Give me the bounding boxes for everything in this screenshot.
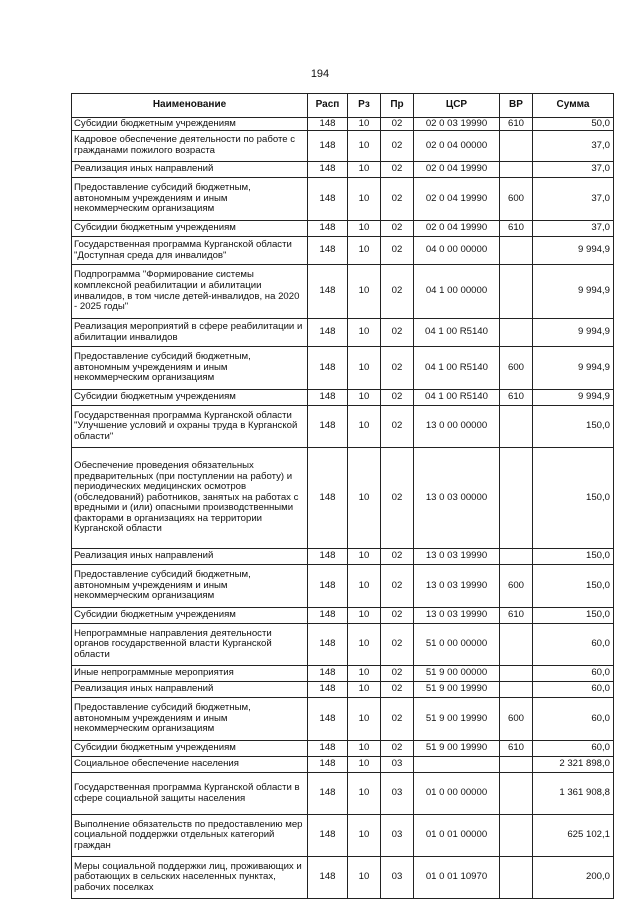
table-row: [72, 682, 614, 698]
cell-pr: 03: [381, 773, 414, 815]
cell-pr: 02: [381, 624, 414, 666]
cell-pr: 02: [381, 162, 414, 178]
table-row: [72, 237, 614, 265]
table-row: [72, 773, 614, 815]
table-row: [72, 757, 614, 773]
cell-rasp: 148: [308, 608, 348, 624]
cell-rasp: 148: [308, 131, 348, 162]
cell-vr: 610: [500, 118, 533, 131]
cell-rasp: 148: [308, 319, 348, 347]
cell-csr: 01 0 01 00000: [414, 815, 500, 857]
cell-name: Непрограммные направления деятельности органов государственной власти Курганской области: [72, 624, 308, 666]
table-row: [72, 390, 614, 406]
table-row: [72, 118, 614, 131]
cell-name: Меры социальной поддержки лиц, проживающих и работающих в сельских населенных пунктах, рабочих поселках: [72, 857, 308, 899]
cell-sum: 9 994,9: [533, 347, 614, 390]
cell-rasp: 148: [308, 162, 348, 178]
cell-vr: [500, 237, 533, 265]
cell-rasp: 148: [308, 666, 348, 682]
cell-rz: 10: [348, 118, 381, 131]
cell-sum: 9 994,9: [533, 237, 614, 265]
cell-rasp: 148: [308, 741, 348, 757]
cell-sum: 60,0: [533, 698, 614, 741]
cell-rz: 10: [348, 773, 381, 815]
cell-pr: 02: [381, 406, 414, 448]
cell-name: Реализация иных направлений: [72, 682, 308, 698]
cell-name: Реализация иных направлений: [72, 549, 308, 565]
cell-rasp: 148: [308, 390, 348, 406]
cell-rasp: 148: [308, 815, 348, 857]
cell-csr: 51 9 00 00000: [414, 666, 500, 682]
cell-vr: [500, 666, 533, 682]
cell-rz: 10: [348, 698, 381, 741]
cell-sum: 150,0: [533, 406, 614, 448]
cell-rasp: 148: [308, 549, 348, 565]
cell-pr: 02: [381, 741, 414, 757]
cell-name: Кадровое обеспечение деятельности по работе с гражданами пожилого возраста: [72, 131, 308, 162]
cell-csr: 04 0 00 00000: [414, 237, 500, 265]
cell-rz: 10: [348, 131, 381, 162]
cell-name: Субсидии бюджетным учреждениям: [72, 390, 308, 406]
table-row: [72, 406, 614, 448]
cell-pr: 02: [381, 118, 414, 131]
cell-vr: 610: [500, 608, 533, 624]
cell-vr: 610: [500, 390, 533, 406]
cell-csr: 51 9 00 19990: [414, 698, 500, 741]
table-body: [72, 118, 614, 899]
cell-csr: 02 0 04 19990: [414, 178, 500, 221]
table-row: [72, 565, 614, 608]
col-header-csr: ЦСР: [414, 94, 500, 118]
cell-name: Подпрограмма "Формирование системы комплексной реабилитации и абилитации инвалидов, в том числе детей-инвалидов, на 2020 - 2025 годы": [72, 265, 308, 319]
cell-sum: 2 321 898,0: [533, 757, 614, 773]
cell-name: Предоставление субсидий бюджетным, автономным учреждениям и иным некоммерческим организациям: [72, 178, 308, 221]
cell-pr: 02: [381, 682, 414, 698]
table-row: [72, 624, 614, 666]
cell-csr: 02 0 04 00000: [414, 131, 500, 162]
table-row: [72, 347, 614, 390]
cell-pr: 02: [381, 608, 414, 624]
table-row: [72, 162, 614, 178]
cell-rz: 10: [348, 347, 381, 390]
cell-csr: 01 0 00 00000: [414, 773, 500, 815]
cell-pr: 02: [381, 131, 414, 162]
cell-vr: 600: [500, 565, 533, 608]
cell-pr: 02: [381, 237, 414, 265]
cell-name: Государственная программа Курганской области в сфере социальной защиты населения: [72, 773, 308, 815]
cell-rasp: 148: [308, 757, 348, 773]
cell-vr: 610: [500, 741, 533, 757]
cell-name: Иные непрограммные мероприятия: [72, 666, 308, 682]
cell-rz: 10: [348, 178, 381, 221]
cell-rz: 10: [348, 624, 381, 666]
table-row: [72, 741, 614, 757]
table-row: [72, 221, 614, 237]
cell-csr: 04 1 00 R5140: [414, 347, 500, 390]
cell-pr: 02: [381, 265, 414, 319]
table-row: [72, 265, 614, 319]
col-header-vr: ВР: [500, 94, 533, 118]
cell-name: Субсидии бюджетным учреждениям: [72, 118, 308, 131]
cell-rz: 10: [348, 757, 381, 773]
cell-rz: 10: [348, 815, 381, 857]
cell-vr: [500, 815, 533, 857]
cell-csr: 13 0 03 19990: [414, 565, 500, 608]
cell-sum: 150,0: [533, 549, 614, 565]
col-header-rz: Рз: [348, 94, 381, 118]
cell-sum: 50,0: [533, 118, 614, 131]
cell-sum: 150,0: [533, 565, 614, 608]
table-row: [72, 666, 614, 682]
page-number: 194: [310, 68, 330, 80]
cell-name: Выполнение обязательств по предоставлению мер социальной поддержки отдельных категорий граждан: [72, 815, 308, 857]
cell-name: Субсидии бюджетным учреждениям: [72, 741, 308, 757]
table-row: [72, 178, 614, 221]
cell-name: Социальное обеспечение населения: [72, 757, 308, 773]
cell-vr: 600: [500, 698, 533, 741]
cell-sum: 9 994,9: [533, 319, 614, 347]
cell-pr: 03: [381, 757, 414, 773]
cell-csr: 02 0 04 19990: [414, 162, 500, 178]
cell-sum: 200,0: [533, 857, 614, 899]
cell-vr: 600: [500, 347, 533, 390]
cell-csr: 01 0 01 10970: [414, 857, 500, 899]
cell-csr: 13 0 03 00000: [414, 448, 500, 549]
cell-csr: 13 0 03 19990: [414, 608, 500, 624]
cell-sum: 150,0: [533, 608, 614, 624]
cell-sum: 60,0: [533, 741, 614, 757]
table-row: [72, 131, 614, 162]
cell-name: Реализация иных направлений: [72, 162, 308, 178]
cell-csr: 51 9 00 19990: [414, 741, 500, 757]
cell-rasp: 148: [308, 565, 348, 608]
cell-vr: [500, 682, 533, 698]
cell-pr: 02: [381, 565, 414, 608]
cell-rz: 10: [348, 608, 381, 624]
cell-pr: 02: [381, 178, 414, 221]
cell-csr: 02 0 03 19990: [414, 118, 500, 131]
cell-vr: [500, 757, 533, 773]
cell-sum: 60,0: [533, 682, 614, 698]
cell-rz: 10: [348, 448, 381, 549]
col-header-name: Наименование: [72, 94, 308, 118]
cell-pr: 02: [381, 221, 414, 237]
cell-sum: 150,0: [533, 448, 614, 549]
cell-rasp: 148: [308, 347, 348, 390]
cell-name: Обеспечение проведения обязательных предварительных (при поступлении на работу) и периодических медицинских осмотров (обследований) работников, занятых на работах с вредными и (или) опасными производственными факторами в организациях на территории Курганской области: [72, 448, 308, 549]
col-header-rasp: Расп: [308, 94, 348, 118]
table-row: [72, 698, 614, 741]
cell-sum: 625 102,1: [533, 815, 614, 857]
cell-csr: 51 9 00 19990: [414, 682, 500, 698]
cell-rasp: 148: [308, 237, 348, 265]
cell-pr: 02: [381, 698, 414, 741]
table-row: [72, 448, 614, 549]
cell-pr: 02: [381, 448, 414, 549]
cell-rasp: 148: [308, 265, 348, 319]
cell-rasp: 148: [308, 624, 348, 666]
cell-sum: 37,0: [533, 162, 614, 178]
cell-rz: 10: [348, 682, 381, 698]
cell-vr: 610: [500, 221, 533, 237]
cell-vr: [500, 448, 533, 549]
table-row: [72, 608, 614, 624]
cell-sum: 60,0: [533, 624, 614, 666]
cell-rz: 10: [348, 666, 381, 682]
cell-rz: 10: [348, 237, 381, 265]
cell-name: Субсидии бюджетным учреждениям: [72, 608, 308, 624]
cell-rz: 10: [348, 390, 381, 406]
cell-vr: [500, 131, 533, 162]
cell-rz: 10: [348, 857, 381, 899]
cell-csr: 04 1 00 00000: [414, 265, 500, 319]
cell-name: Предоставление субсидий бюджетным, автономным учреждениям и иным некоммерческим организациям: [72, 698, 308, 741]
cell-csr: 04 1 00 R5140: [414, 390, 500, 406]
cell-vr: [500, 406, 533, 448]
cell-rasp: 148: [308, 773, 348, 815]
cell-name: Предоставление субсидий бюджетным, автономным учреждениям и иным некоммерческим организациям: [72, 565, 308, 608]
table-row: [72, 319, 614, 347]
cell-vr: 600: [500, 178, 533, 221]
cell-rz: 10: [348, 319, 381, 347]
cell-sum: 1 361 908,8: [533, 773, 614, 815]
cell-pr: 03: [381, 815, 414, 857]
cell-sum: 37,0: [533, 131, 614, 162]
cell-csr: 13 0 03 19990: [414, 549, 500, 565]
cell-name: Государственная программа Курганской области "Доступная среда для инвалидов": [72, 237, 308, 265]
cell-name: Реализация мероприятий в сфере реабилитации и абилитации инвалидов: [72, 319, 308, 347]
cell-sum: 37,0: [533, 221, 614, 237]
cell-rz: 10: [348, 265, 381, 319]
cell-vr: [500, 773, 533, 815]
cell-pr: 02: [381, 319, 414, 347]
cell-vr: [500, 857, 533, 899]
cell-csr: 04 1 00 R5140: [414, 319, 500, 347]
cell-rz: 10: [348, 162, 381, 178]
col-header-pr: Пр: [381, 94, 414, 118]
table-row: [72, 815, 614, 857]
cell-vr: [500, 549, 533, 565]
cell-vr: [500, 265, 533, 319]
cell-pr: 02: [381, 666, 414, 682]
table-row: [72, 857, 614, 899]
budget-table: [71, 93, 614, 899]
cell-rasp: 148: [308, 682, 348, 698]
cell-rasp: 148: [308, 178, 348, 221]
cell-name: Субсидии бюджетным учреждениям: [72, 221, 308, 237]
cell-pr: 02: [381, 347, 414, 390]
cell-rasp: 148: [308, 698, 348, 741]
cell-sum: 60,0: [533, 666, 614, 682]
cell-sum: 9 994,9: [533, 265, 614, 319]
cell-rz: 10: [348, 565, 381, 608]
cell-vr: [500, 319, 533, 347]
cell-sum: 37,0: [533, 178, 614, 221]
cell-rz: 10: [348, 221, 381, 237]
cell-rasp: 148: [308, 221, 348, 237]
cell-rasp: 148: [308, 857, 348, 899]
cell-csr: 13 0 00 00000: [414, 406, 500, 448]
table-row: [72, 549, 614, 565]
cell-name: Государственная программа Курганской области "Улучшение условий и охраны труда в Курганской области": [72, 406, 308, 448]
cell-vr: [500, 624, 533, 666]
cell-pr: 02: [381, 549, 414, 565]
cell-rz: 10: [348, 741, 381, 757]
cell-csr: 02 0 04 19990: [414, 221, 500, 237]
cell-csr: [414, 757, 500, 773]
cell-rasp: 148: [308, 406, 348, 448]
cell-rasp: 148: [308, 448, 348, 549]
cell-vr: [500, 162, 533, 178]
cell-name: Предоставление субсидий бюджетным, автономным учреждениям и иным некоммерческим организациям: [72, 347, 308, 390]
cell-sum: 9 994,9: [533, 390, 614, 406]
cell-rz: 10: [348, 549, 381, 565]
cell-rz: 10: [348, 406, 381, 448]
header-row: [72, 94, 614, 118]
cell-csr: 51 0 00 00000: [414, 624, 500, 666]
col-header-sum: Сумма: [533, 94, 614, 118]
cell-rasp: 148: [308, 118, 348, 131]
cell-pr: 02: [381, 390, 414, 406]
cell-pr: 03: [381, 857, 414, 899]
